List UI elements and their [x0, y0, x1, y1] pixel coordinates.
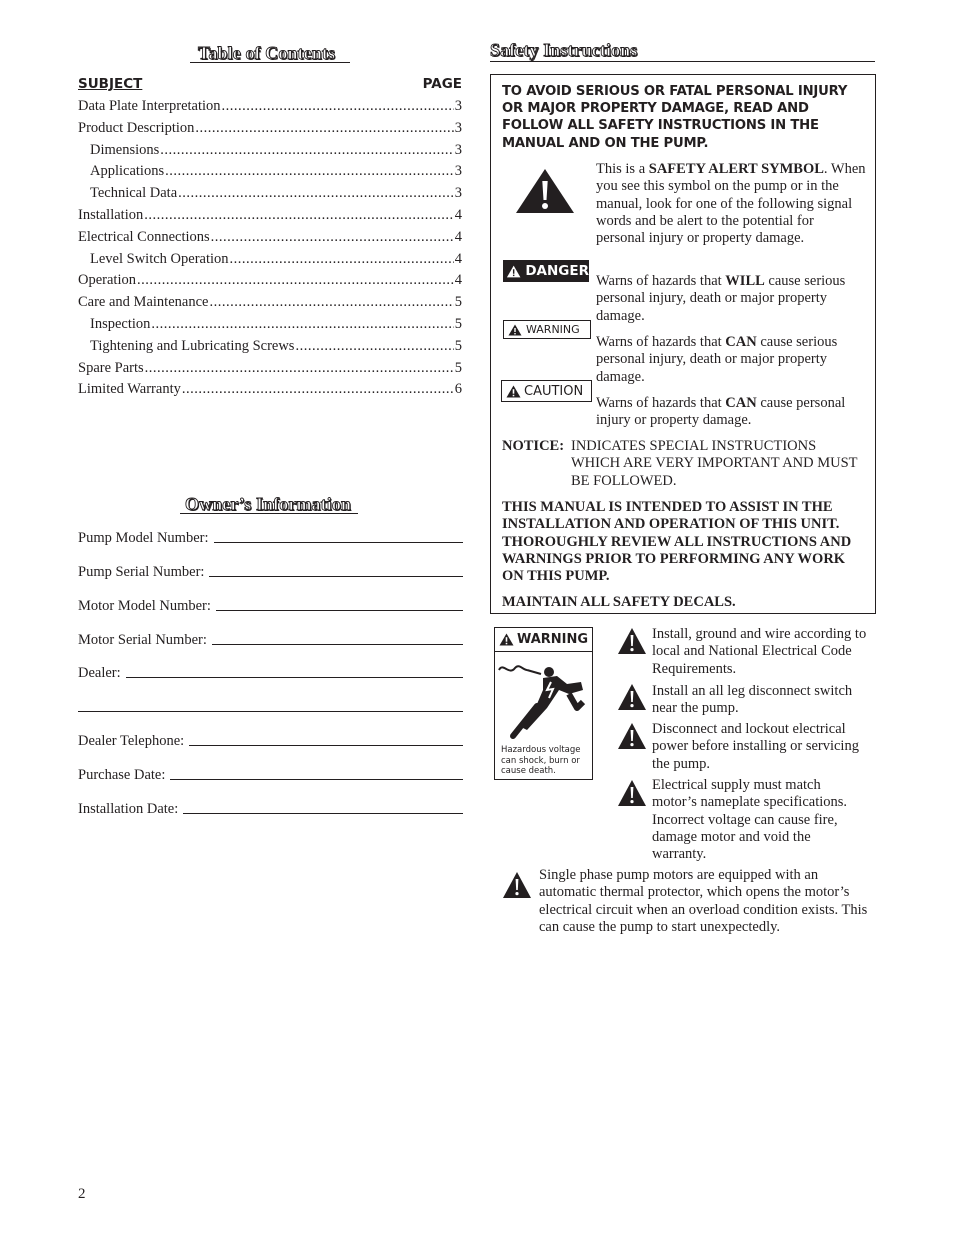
toc-item-page: 3	[454, 163, 462, 180]
caution-label	[501, 380, 592, 402]
toc-item-page: 3	[454, 141, 462, 158]
danger-post: cause serious personal injury, death or major property damage.	[596, 273, 846, 324]
toc-list	[78, 98, 462, 403]
toc-item-page: 5	[454, 294, 462, 311]
toc-leader-dots	[209, 294, 453, 311]
warning-small-triangle-icon	[508, 324, 522, 336]
warning-label-text: WARNING	[526, 323, 580, 336]
electric-shock-icon	[497, 656, 591, 742]
safety-title-rule	[490, 61, 875, 62]
warning-triangle-icon	[617, 683, 647, 711]
safety-alert-icon	[514, 167, 576, 215]
toc-row[interactable]	[78, 294, 462, 316]
toc-item-page: 5	[454, 315, 462, 332]
toc-item-label: Level Switch Operation	[90, 250, 229, 267]
toc-item-label: Spare Parts	[78, 359, 144, 376]
pump-serial-label: Pump Serial Number:	[78, 564, 205, 580]
motor-serial-line[interactable]	[212, 643, 463, 645]
owner-info-title: Owner’s Information	[185, 494, 352, 514]
toc-item-page: 5	[454, 337, 462, 354]
danger-description	[596, 273, 866, 325]
warning-post: cause serious personal injury, death or major property damage.	[596, 334, 838, 385]
alert-post: . When you see this symbol on the pump or in the manual, look for one of the following signal words and be alert to the potential for personal injury or property damage.	[596, 161, 866, 247]
purchase-date-line[interactable]	[170, 778, 463, 780]
toc-leader-dots	[195, 120, 453, 137]
dealer-label: Dealer:	[78, 665, 121, 681]
toc-item-label: Care and Maintenance	[78, 294, 209, 311]
owner-title-underline	[180, 513, 358, 514]
motor-model-line[interactable]	[216, 609, 463, 611]
danger-pre: Warns of hazards that	[596, 273, 726, 289]
toc-item-label: Installation	[78, 206, 144, 223]
warning-item-2: Install an all leg disconnect switch near the pump.	[652, 683, 853, 717]
maintain-decals-note: MAINTAIN ALL SAFETY DECALS.	[502, 594, 736, 610]
toc-item-label: Inspection	[90, 315, 151, 332]
caution-pre: Warns of hazards that	[596, 395, 726, 411]
safety-intro: TO AVOID SERIOUS OR FATAL PERSONAL INJURY OR MAJOR PROPERTY DAMAGE, READ AND FOLLOW ALL SAFETY INSTRUCTIONS IN THE MANUAL AND ON THE PUMP.	[502, 84, 848, 151]
caution-post: cause personal injury or property damage.	[596, 395, 846, 429]
electric-warning-card	[494, 627, 593, 780]
motor-model-label: Motor Model Number:	[78, 598, 211, 614]
toc-item-page: 5	[454, 359, 462, 376]
toc-leader-dots	[178, 185, 454, 202]
toc-item-label: Technical Data	[90, 185, 178, 202]
caution-strong: CAN	[725, 395, 757, 411]
danger-strong: WILL	[725, 273, 765, 289]
warning-triangle-icon	[502, 871, 532, 899]
toc-item-page: 3	[454, 119, 462, 136]
toc-page-header: PAGE	[422, 76, 462, 92]
dealer-telephone-field[interactable]	[78, 730, 463, 750]
alert-strong: SAFETY ALERT SYMBOL	[648, 161, 824, 177]
danger-label	[503, 260, 589, 282]
dealer-field[interactable]	[78, 662, 463, 682]
installation-date-line[interactable]	[183, 812, 463, 814]
caution-triangle-icon	[506, 385, 521, 398]
toc-row[interactable]	[78, 120, 462, 142]
warning-triangle-icon	[617, 722, 647, 750]
toc-item-label: Applications	[90, 163, 165, 180]
pump-serial-field[interactable]	[78, 561, 463, 581]
toc-item-label: Operation	[78, 272, 136, 289]
notice-text: INDICATES SPECIAL INSTRUCTIONS WHICH ARE VERY IMPORTANT AND MUST BE FOLLOWED.	[571, 438, 858, 489]
warning-card-triangle-icon	[499, 633, 514, 646]
toc-leader-dots	[144, 207, 454, 224]
toc-item-label: Electrical Connections	[78, 228, 210, 245]
notice-label: NOTICE:	[502, 438, 565, 454]
warning-item-3: Disconnect and lockout electrical power before installing or servicing the pump.	[652, 721, 859, 772]
toc-title: Table of Contents	[198, 43, 336, 63]
electric-warning-header	[495, 628, 592, 652]
motor-serial-label: Motor Serial Number:	[78, 632, 207, 648]
toc-item-page: 4	[454, 206, 462, 223]
thermal-protector-note: Single phase pump motors are equipped with an automatic thermal protector, which opens the motor’s electrical circuit when an overload condition exists. This can cause the pump to start unexpectedly.	[539, 867, 868, 935]
toc-row[interactable]	[78, 272, 462, 294]
toc-item-label: Dimensions	[90, 141, 160, 158]
toc-leader-dots	[151, 316, 453, 333]
warning-label	[503, 320, 591, 339]
toc-title-underline	[190, 62, 350, 63]
toc-item-label: Data Plate Interpretation	[78, 98, 221, 114]
toc-leader-dots	[295, 338, 453, 355]
toc-leader-dots	[137, 272, 454, 289]
toc-row[interactable]	[78, 338, 462, 360]
dealer-telephone-line[interactable]	[189, 744, 463, 746]
purchase-date-label: Purchase Date:	[78, 767, 166, 783]
toc-item-label: Limited Warranty	[78, 381, 181, 398]
toc-row[interactable]	[78, 381, 462, 403]
installation-date-label: Installation Date:	[78, 801, 179, 817]
purchase-date-field[interactable]	[78, 764, 463, 784]
pump-model-label: Pump Model Number:	[78, 530, 209, 546]
toc-item-page: 4	[454, 250, 462, 267]
warning-triangle-icon	[617, 627, 647, 655]
toc-leader-dots	[222, 98, 454, 115]
caution-description	[596, 395, 868, 430]
toc-item-page: 4	[454, 228, 462, 245]
toc-row[interactable]	[78, 142, 462, 164]
toc-row[interactable]	[78, 163, 462, 185]
toc-row[interactable]	[78, 185, 462, 207]
toc-item-page: 3	[454, 185, 462, 202]
electric-warning-caption: Hazardous voltage can shock, burn or cause death.	[501, 745, 581, 776]
motor-serial-field[interactable]	[78, 629, 463, 649]
toc-leader-dots	[165, 163, 454, 180]
alert-pre: This is a	[596, 161, 649, 177]
alert-description	[596, 161, 866, 247]
warning-item-1: Install, ground and wire according to local and National Electrical Code Requirements.	[652, 626, 867, 677]
toc-row[interactable]	[78, 316, 462, 338]
toc-item-page: 3	[454, 98, 462, 114]
toc-leader-dots	[230, 251, 454, 268]
danger-warning-triangle-icon	[506, 264, 521, 279]
toc-item-label: Tightening and Lubricating Screws	[90, 337, 295, 354]
page-number: 2	[78, 1186, 86, 1202]
dealer-line[interactable]	[126, 676, 463, 678]
warning-triangle-icon	[617, 779, 647, 807]
toc-leader-dots	[160, 142, 453, 159]
electric-warning-label: WARNING	[516, 632, 589, 647]
toc-item-page: 4	[454, 272, 462, 289]
pump-model-line[interactable]	[214, 541, 464, 543]
caution-label-text: CAUTION	[524, 383, 584, 399]
safety-title: Safety Instructions	[490, 40, 638, 60]
pump-model-field[interactable]	[78, 527, 463, 547]
motor-model-field[interactable]	[78, 595, 463, 615]
toc-row[interactable]	[78, 360, 462, 382]
manual-note: THIS MANUAL IS INTENDED TO ASSIST IN THE INSTALLATION AND OPERATION OF THIS UNIT. THOROUGHLY REVIEW ALL INSTRUCTIONS AND WARNINGS PRIOR TO PERFORMING ANY WORK ON THIS PUMP.	[502, 499, 852, 585]
dealer-line-2[interactable]	[78, 711, 463, 712]
toc-row[interactable]	[78, 251, 462, 273]
danger-label-text: DANGER	[525, 263, 589, 279]
pump-serial-line[interactable]	[209, 575, 463, 577]
warning-strong: CAN	[725, 334, 757, 350]
warning-item-4: Electrical supply must match motor’s nameplate specifications. Incorrect voltage can cause fire, damage motor and void the warranty.	[652, 777, 848, 863]
warning-description	[596, 334, 866, 386]
warning-pre: Warns of hazards that	[596, 334, 726, 350]
installation-date-field[interactable]	[78, 798, 463, 818]
toc-row[interactable]	[78, 229, 462, 251]
toc-row[interactable]	[78, 98, 462, 120]
toc-item-label: Product Description	[78, 119, 195, 136]
toc-leader-dots	[182, 381, 454, 398]
toc-subject-header: SUBJECT	[78, 76, 143, 92]
toc-item-page: 6	[454, 381, 462, 398]
toc-leader-dots	[145, 360, 454, 377]
toc-row[interactable]	[78, 207, 462, 229]
dealer-telephone-label: Dealer Telephone:	[78, 733, 185, 749]
toc-leader-dots	[211, 229, 454, 246]
